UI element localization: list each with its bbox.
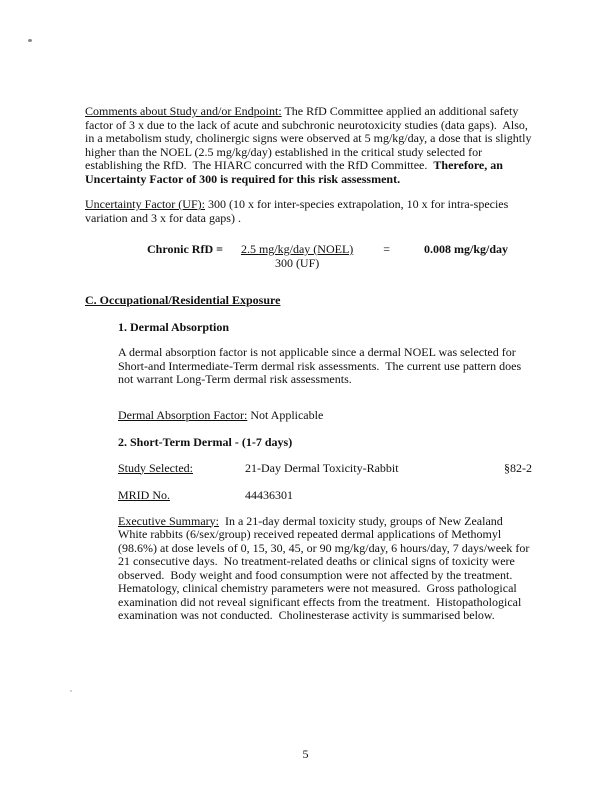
- dermal-absorption-heading: 1. Dermal Absorption: [118, 319, 229, 334]
- page-number: 5: [302, 747, 309, 761]
- comments-text: The RfD Committee applied an additional safety factor of 3 x due to the lack of acute and subchronic neurotoxicity studies (data gaps). Also, in a metabolism study, cholinergic signs were observed at 5 mg/kg/day, a dose that is slightly higher than the NOEL (2.5 mg/kg/day) established in the critical study selected for establishing the RfD. The HIARC concurred with the RfD Committee.: [85, 104, 535, 172]
- dermal-absorption-factor-line: [118, 409, 532, 423]
- executive-summary-paragraph: [118, 513, 533, 623]
- comments-paragraph: [85, 104, 535, 186]
- mrid-row: [118, 489, 532, 503]
- uncertainty-factor-label: Uncertainty Factor (UF):: [85, 197, 205, 211]
- mrid-value: 44436301: [245, 488, 293, 502]
- dermal-absorption-paragraph: A dermal absorption factor is not applicable since a dermal NOEL was selected for Short-and Intermediate-Term dermal risk assessments. The current use pattern does not warrant Long-Term dermal risk assessments.: [118, 345, 525, 386]
- equation-fraction: [231, 243, 363, 270]
- executive-summary-text: In a 21-day dermal toxicity study, groups of New Zealand White rabbits (6/sex/group) received repeated dermal applications of Methomyl (98.6%) at dose levels of 0, 15, 30, 45, or 90 mg/kg/day, 6 hours/day, 7 days/week for 21 consecutive days. No treatment-related deaths or clinical signs of toxicity were observed. Body weight and food consumption were not affected by the treatment. Hematology, clinical chemistry parameters were not measured. Gross pathological examination did not reveal significant effects from the treatment. Histopathological examination was not conducted. Cholinesterase activity is summarised below.: [118, 513, 533, 622]
- chronic-rfd-equation: [85, 243, 532, 270]
- uncertainty-factor-text: 300 (10 x for inter-species extrapolation, 10 x for intra-species variation and 3 x for data gaps) .: [85, 197, 512, 225]
- dermal-absorption-factor-value: Not Applicable: [247, 407, 324, 422]
- study-selected-label: Study Selected:: [118, 460, 193, 475]
- scan-artifact: [28, 39, 32, 42]
- equation-lhs: Chronic RfD =: [147, 242, 223, 256]
- scan-artifact: [70, 690, 72, 692]
- equation-denominator: 300 (UF): [274, 255, 320, 270]
- short-term-dermal-heading: 2. Short-Term Dermal - (1-7 days): [118, 435, 293, 449]
- guideline-number: §82-2: [504, 460, 532, 475]
- comments-label: Comments about Study and/or Endpoint:: [85, 104, 282, 118]
- mrid-label: MRID No.: [118, 488, 171, 502]
- equation-numerator: 2.5 mg/kg/day (NOEL): [240, 242, 354, 256]
- dermal-absorption-factor-label: Dermal Absorption Factor:: [118, 407, 248, 422]
- section-c-heading: C. Occupational/Residential Exposure: [85, 293, 281, 307]
- uncertainty-factor-paragraph: [85, 198, 532, 225]
- section-c-body: [118, 321, 532, 623]
- study-selected-row: [118, 462, 532, 476]
- equation-result: 0.008 mg/kg/day: [424, 242, 509, 256]
- comments-bold-text: Therefore, an Uncertainty Factor of 300 is required for this risk assessment.: [85, 158, 506, 186]
- study-selected-value: 21-Day Dermal Toxicity-Rabbit: [245, 460, 399, 475]
- equation-equals-sign: =: [383, 242, 391, 256]
- executive-summary-label: Executive Summary:: [118, 513, 219, 528]
